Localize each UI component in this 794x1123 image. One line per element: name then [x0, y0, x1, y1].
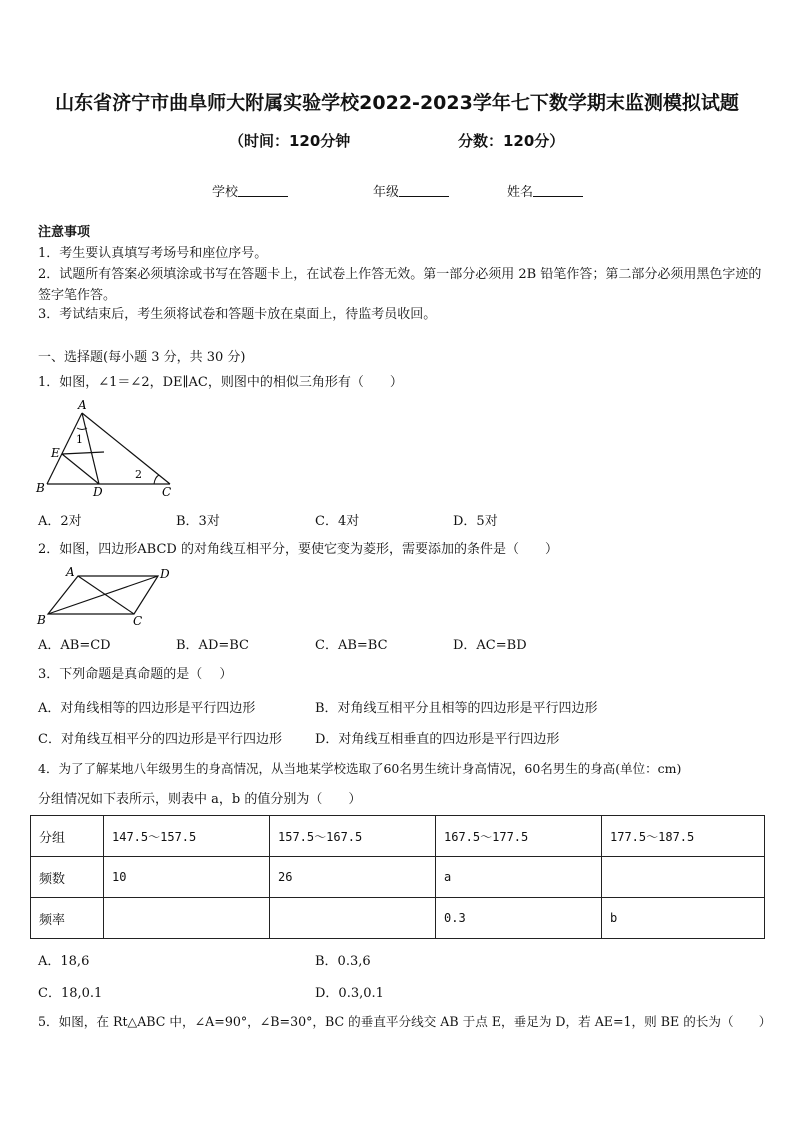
note-3: 3．考试结束后，考生须将试卷和答题卡放在桌面上，待监考员收回。 [38, 307, 437, 322]
q3-option-a[interactable]: A．对角线相等的四边形是平行四边形 [38, 701, 256, 716]
q1-label-angle1: 1 [76, 433, 83, 446]
q2-label-b: B [37, 613, 46, 626]
q3-option-c[interactable]: C．对角线互相平分的四边形是平行四边形 [38, 732, 282, 747]
q3-option-b[interactable]: B．对角线互相平分且相等的四边形是平行四边形 [315, 701, 598, 716]
q1-label-b: B [36, 481, 45, 495]
grade-blank [399, 184, 449, 197]
notes-heading: 注意事项 [38, 225, 91, 240]
q4-option-d[interactable]: D．0.3,0.1 [315, 986, 384, 1001]
table-cell: 频数 [31, 857, 104, 898]
q2-parallelogram-figure [34, 564, 174, 626]
q4-stem-line2: 分组情况如下表所示，则表中 a，b 的值分别为（ ） [38, 792, 362, 807]
q2-option-d[interactable]: D．AC=BD [453, 638, 527, 653]
table-cell: b [602, 898, 765, 939]
school-label: 学校 [212, 185, 239, 200]
exam-title: 山东省济宁市曲阜师大附属实验学校2022-2023学年七下数学期末监测模拟试题 [55, 92, 739, 114]
q1-label-a: A [78, 398, 87, 412]
table-cell: 157.5～167.5 [270, 816, 436, 857]
q4-option-a[interactable]: A．18,6 [38, 954, 90, 969]
name-blank [533, 184, 583, 197]
note-1: 1．考生要认真填写考场号和座位序号。 [38, 246, 268, 261]
section-1-heading: 一、选择题(每小题 3 分，共 30 分) [38, 350, 246, 365]
q4-stem-line1: 4．为了了解某地八年级男生的身高情况，从当地某学校选取了60名男生统计身高情况，60名男生的身高(单位：cm) [38, 761, 682, 776]
q1-label-e: E [51, 446, 60, 460]
name-label: 姓名 [507, 185, 534, 200]
q2-label-c: C [133, 614, 143, 626]
q3-option-d[interactable]: D．对角线互相垂直的四边形是平行四边形 [315, 732, 560, 747]
frequency-table [30, 815, 765, 939]
q1-label-angle2: 2 [135, 468, 142, 481]
table-row [31, 898, 765, 939]
table-cell [270, 898, 436, 939]
q2-label-a: A [66, 565, 75, 579]
grade-field [373, 181, 449, 200]
q1-option-d[interactable]: D．5对 [453, 514, 498, 529]
q2-option-c[interactable]: C．AB=BC [315, 638, 388, 653]
table-cell: 0.3 [436, 898, 602, 939]
exam-score: 分数：120分） [458, 132, 565, 150]
table-cell: 频率 [31, 898, 104, 939]
q2-option-a[interactable]: A．AB=CD [38, 638, 111, 653]
q4-option-b[interactable]: B．0.3,6 [315, 954, 371, 969]
name-field [507, 181, 583, 200]
q4-option-c[interactable]: C．18,0.1 [38, 986, 103, 1001]
q2-stem: 2．如图，四边形ABCD 的对角线互相平分，要使它变为菱形，需要添加的条件是（ ） [38, 542, 558, 557]
q1-option-b[interactable]: B．3对 [176, 514, 220, 529]
table-row [31, 857, 765, 898]
exam-time: （时间：120分钟 [229, 132, 351, 150]
table-cell: 10 [104, 857, 270, 898]
table-cell: 分组 [31, 816, 104, 857]
q1-option-c[interactable]: C．4对 [315, 514, 360, 529]
q2-option-b[interactable]: B．AD=BC [176, 638, 249, 653]
grade-label: 年级 [373, 185, 400, 200]
table-cell: 147.5～157.5 [104, 816, 270, 857]
table-cell: 26 [270, 857, 436, 898]
q1-option-a[interactable]: A．2对 [38, 514, 82, 529]
q1-stem: 1．如图，∠1＝∠2，DE∥AC，则图中的相似三角形有（ ） [38, 375, 403, 390]
school-field [212, 181, 288, 200]
school-blank [238, 184, 288, 197]
q1-triangle-figure [34, 398, 176, 500]
q2-label-d: D [160, 567, 170, 581]
q1-label-c: C [162, 485, 172, 499]
table-row [31, 816, 765, 857]
table-cell [104, 898, 270, 939]
note-2: 2．试题所有答案必须填涂或书写在答题卡上，在试卷上作答无效。第一部分必须用 2B 铅笔作答；第二部分必须用黑色字迹的签字笔作答。 [38, 267, 762, 303]
table-cell [602, 857, 765, 898]
q3-stem: 3．下列命题是真命题的是（ ） [38, 667, 233, 682]
table-cell: 167.5～177.5 [436, 816, 602, 857]
q1-label-d: D [93, 485, 103, 499]
q5-stem: 5．如图，在 Rt△ABC 中，∠A=90°，∠B=30°，BC 的垂直平分线交 AB 于点 E，垂足为 D，若 AE=1，则 BE 的长为（ ） [38, 1014, 772, 1029]
table-cell: a [436, 857, 602, 898]
table-cell: 177.5～187.5 [602, 816, 765, 857]
